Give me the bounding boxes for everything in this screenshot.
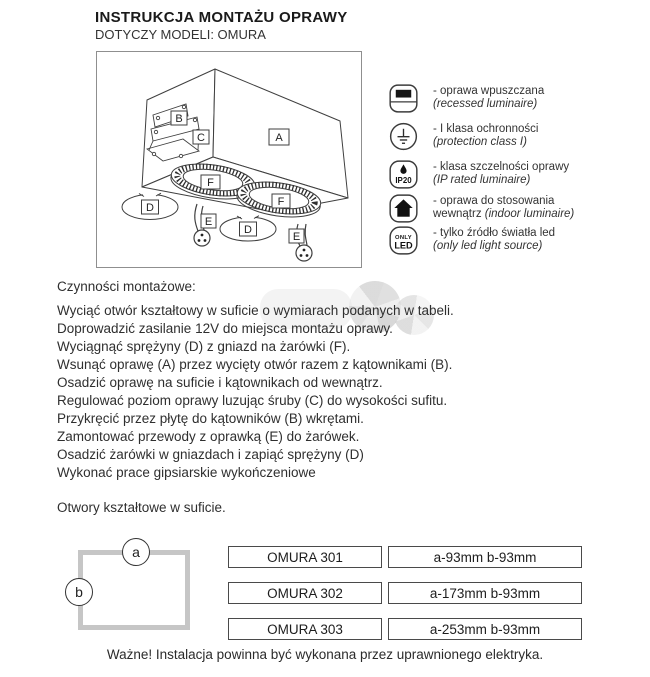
svg-text:ONLY: ONLY [394, 235, 413, 242]
dimension-marker-b: b [65, 578, 93, 606]
legend-label: - tylko źródło światła led [433, 227, 556, 239]
table-cell-model: OMURA 303 [228, 618, 382, 640]
svg-text:IP20: IP20 [395, 176, 412, 186]
legend-label: - klasa szczelności oprawy [433, 161, 570, 173]
part-label-e1: E [204, 216, 213, 228]
table-cell-model: OMURA 302 [228, 582, 382, 604]
mounting-steps [57, 302, 454, 482]
legend-item-ip20: IP20 - klasa szczelności oprawy (IP rated luminaire) [389, 160, 639, 192]
table-cell-dims: a-93mm b-93mm [388, 546, 582, 568]
page-title: INSTRUKCJA MONTAŻU OPRAWY [95, 9, 348, 26]
step-line: Zamontować przewody z oprawką (E) do żarówek. [57, 429, 360, 444]
step-line: Wykonać prace gipsiarskie wykończeniowe [57, 465, 316, 480]
part-label-c: C [197, 132, 205, 144]
protection-class-1-icon [389, 122, 418, 156]
legend-item-class1: - I klasa ochronności (protection class I) [389, 122, 639, 154]
part-label-d1: D [146, 202, 154, 214]
lamp-holder-1 [194, 230, 210, 246]
dimension-marker-a: a [122, 538, 150, 566]
step-line: Przykręcić przez płytę do kątowników (B) wkrętami. [57, 411, 364, 426]
only-led-icon [389, 226, 418, 260]
step-line: Wyciągnąć sprężyny (D) z gniazd na żarówki (F). [57, 339, 351, 354]
legend-label: - oprawa do stosowania [433, 195, 555, 207]
ip20-icon [389, 160, 418, 194]
table-cell-dims: a-253mm b-93mm [388, 618, 582, 640]
part-label-f1: F [207, 177, 214, 189]
table-cell-dims: a-173mm b-93mm [388, 582, 582, 604]
indoor-use-icon [389, 194, 418, 228]
assembly-diagram [96, 51, 362, 268]
recessed-luminaire-icon [389, 84, 418, 118]
part-label-e2: E [292, 231, 301, 243]
steps-heading: Czynności montażowe: [57, 279, 196, 294]
table-cell-model: OMURA 301 [228, 546, 382, 568]
page-subtitle: DOTYCZY MODELI: OMURA [95, 27, 266, 42]
step-line: Osadzić żarówki w gniazdach i zapiąć sprężyny (D) [57, 447, 364, 462]
part-label-a: A [275, 132, 283, 144]
legend-item-recessed: - oprawa wpuszczana (recessed luminaire) [389, 84, 639, 116]
step-line: Regulować poziom oprawy luzując śruby (C) do wysokości sufitu. [57, 393, 448, 408]
part-label-f2: F [277, 196, 285, 208]
holder-wire [195, 204, 198, 231]
lamp-holder-2 [296, 245, 312, 261]
holes-heading: Otwory kształtowe w suficie. [57, 500, 226, 515]
step-line: Wyciąć otwór kształtowy w suficie o wymiarach podanych w tabeli. [57, 303, 454, 318]
step-line: Doprowadzić zasilanie 12V do miejsca montażu oprawy. [57, 321, 393, 336]
important-note: Ważne! Instalacja powinna być wykonana przez uprawnionego elektryka. [106, 647, 544, 662]
holder-wire [305, 224, 307, 245]
legend-label: - oprawa wpuszczana [433, 85, 545, 97]
legend-item-led: ONLY LED - tylko źródło światła led (only led light source) [389, 226, 639, 258]
step-line: Wsunąć oprawę (A) przez wycięty otwór razem z kątownikami (B). [57, 357, 453, 372]
legend-label: - I klasa ochronności [433, 123, 539, 135]
svg-text:LED: LED [394, 240, 413, 251]
part-label-b: B [175, 113, 183, 125]
step-line: Osadzić oprawę na suficie i kątownikach od wewnątrz. [57, 375, 383, 390]
luminaire-isometric-drawing [97, 52, 361, 267]
legend-item-indoor: - oprawa do stosowania wewnątrz (indoor luminaire) [389, 194, 639, 226]
part-label-d2: D [244, 224, 252, 236]
